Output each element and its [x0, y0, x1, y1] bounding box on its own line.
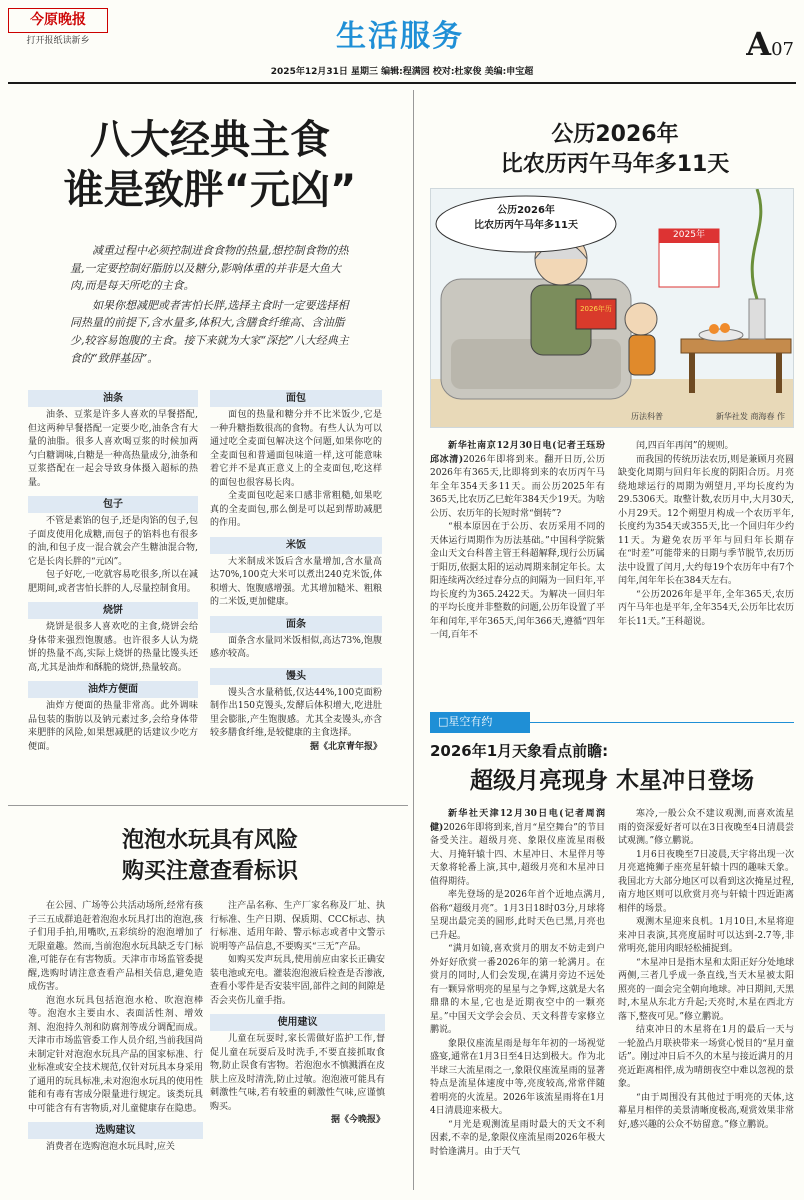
- headline-calendar: 公历2026年 比农历丙午马年多11天: [500, 122, 730, 177]
- subhead-youtiao: 油条: [28, 390, 198, 407]
- star-col-2: 寒冷,一般公众不建议观测,而喜欢流星雨的资深爱好者可以在3日夜晚至4日清晨尝试观测。”修立鹏说。 1月6日夜晚至7日凌晨,天宇将出现一次月亮遮掩狮子座亮星轩辕十四的趣味天象。我国北方大部分地区可以看到这次掩星过程,南方地区则可以欣赏月亮与轩辕十四近距离相伴的场景。 观测木星迎来良机。1月10日,木星将迎来冲日表演,其亮度届时可以达到-2.7等,非常明亮,能用肉眼轻松捕捉到。 “木星冲日是指木星和太阳正好分处地球两侧,三者几乎成一条直线,当天木星被太阳照亮的一面会完全朝向地球。冲日期间,天黑时,木星从东北方升起;天亮时,木星在西北方落下,整夜可见。”修立鹏说。 结束冲日的木星将在1月的最后一天与一轮盈凸月联袂带来一场赏心悦目的“星月童话”。刚过冲日后不久的木星与接近满月的月亮近距离相伴,成为晴朗夜空中难以忽视的景象。 “由于周围没有其他过于明亮的天体,这幕星月相伴的美景清晰度极高,观赏效果非常好,感兴趣的公众不妨留意。”修立鹏说。: [618, 809, 794, 1130]
- subhead-mantou: 馒头: [210, 668, 382, 685]
- subhead-usage-tips: 使用建议: [210, 1014, 385, 1031]
- headline-star: 超级月亮现身 木星冲日登场: [469, 768, 754, 794]
- column-divider: [413, 90, 414, 1190]
- subhead-baozi: 包子: [28, 496, 198, 513]
- intro-staple-foods: 减重过程中必须控制进食食物的热量,想控制食物的热量,一定要控制好脂肪以及糖分,影响体重的并非是大鱼大肉,而是每天所吃的主食。 如果你想减肥或者害怕长胖,选择主食时一定要选择相同热量的前提下,含水量多,体积大,含膳食纤维高、含油脂少,较容易饱腹的主食。接下来就为大家“深挖”八大经典主食的“致胖基因”。: [70, 244, 349, 365]
- speech-bubble-text: 公历2026年 比农历丙午马年多11天: [474, 205, 578, 231]
- section-title: 生活服务: [336, 19, 464, 54]
- section-divider: [8, 805, 408, 806]
- subhead-shaobing: 烧饼: [28, 602, 198, 619]
- masthead-rule: [8, 82, 796, 84]
- column-tag-rule: [530, 722, 794, 723]
- illustration-credit: 新华社发 商海春 作: [715, 412, 785, 421]
- column-tag: □星空有约: [430, 712, 530, 733]
- source-credit: 据《北京青年报》: [309, 741, 382, 752]
- subhead-instant-noodles: 油炸方便面: [28, 681, 198, 698]
- subhead-rice: 米饭: [210, 537, 382, 554]
- illustration-caption: 历法科普: [631, 412, 663, 421]
- page-number: A07: [746, 25, 794, 63]
- cartoon-illustration: [430, 188, 794, 428]
- subhead-bread: 面包: [210, 390, 382, 407]
- calendar-label: 2025年: [673, 230, 705, 240]
- calendar-col-1: 新华社南京12月30日电(记者王珏玢 邱冰清)2026年即将到来。翻开日历,公历2026年有365天,比即将到来的农历丙午马年全年354天多11天。而公历2025年有365天,比农历乙巳蛇年384天少19天。为啥公历、农历年的长短时常“倒转”? “根本原因在于公历、农历采用不同的天体运行周期作为历法基础。”中国科学院紫金山天文台科普主管王科超解释,现行公历属于阳历,依据太阳的运动周期来制定年长。太阳连续两次经过春分点的间隔为一回归年,平均长度约为365.2422天。为解决一回归年的平均长度并非整数的问题,公历年设置了平年和闰年,平年365天,闰年366天,遵循“四年一闰,百年不: [430, 441, 605, 640]
- book-label: 2026年历: [580, 305, 612, 313]
- newspaper-slogan: 打开报纸读新乡: [26, 36, 90, 46]
- source-credit: 据《今晚报》: [330, 1115, 385, 1125]
- star-kicker: 2026年1月天象看点前瞻:: [430, 742, 609, 760]
- calendar-col-2: 闰,四百年再闰”的规则。 而我国的传统历法农历,则是兼顾月亮圆缺变化周期与回归年长度的阴阳合历。月亮绕地球运行的周期为朔望月,平均长度约为29.5306天。取整计数,农历月中,大月30天,小月29天。12个朔望月构成一个农历平年,长度约为354天或355天,比一个回归年少约11天。为避免农历平年与回归年长期存在“时差”可能带来的日期与季节脱节,农历历法中设置了闰月,大约每19个农历年中有7个闰年,闰年年长在384天左右。 “公历2026年是平年,全年365天,农历丙午马年也是平年,全年354天,公历年比农历年长11天。”王科超说。: [618, 441, 794, 627]
- staple-col-1: 油条 油条、豆浆是许多人喜欢的早餐搭配,但这两种早餐搭配一定要少吃,油条含有大量的油脂。很多人喜欢喝豆浆的时候加两勺白糖调味,白糖是一种高热量成分,油条和豆浆搭配在一起会导致身体摄入超标的热量。 包子 不管是素馅的包子,还是肉馅的包子,包子面皮使用化成糖,而包子的馅料也有很多的油,和包子皮一混合就会产生糖油混合物,它是长肉长胖的“元凶”。 包子好吃,一吃就容易吃很多,所以在减肥期间,或者害怕长胖的人,尽量控制食用。 烧饼 烧饼是很多人喜欢吃的主食,烧饼会给身体带来强烈饱腹感。也许很多人认为烧饼的热量不高,实际上烧饼的热量比馒头还高,尤其是油炸和酥脆的烧饼,热量较高。 油炸方便面 油炸方便面的热量非常高。此外调味品包装的脂肪以及钠元素过多,会给身体带来肥胖的风险,如果想减肥的话建议少吃方便面。: [28, 388, 198, 754]
- masthead-logo: [8, 8, 108, 49]
- newspaper-logo: 今原晚报: [8, 8, 108, 33]
- staple-col-2: 面包 面包的热量和糖分并不比米饭少,它是一种升糖指数很高的食物。有些人认为可以通过吃全麦面包解决这个问题,如果你吃的全麦面包和普通面包味道一样,这可能意味着它并不是真正意义上的全麦面包,吃这样的面包也很容易长肉。 全麦面包吃起来口感非常粗糙,如果吃真的全麦面包,那么倒是可以起到帮助减肥的作用。 米饭 大米制成米饭后含水量增加,含水量高达70%,100克大米可以煮出240克米饭,体积增大、饱腹感增强。尤其增加糙米、粗粮的二米饭,更加健康。 面条 面条含水量同米饭相似,高达73%,饱腹感亦较高。 馒头 馒头含水量稍低,仅达44%,100克面粉制作出150克馒头,发酵后体积增大,吃进肚里会膨胀,产生饱腹感。尤其全麦馒头,亦含较多膳食纤维,是较健康的主食选择。 据《北京青年报》: [210, 388, 382, 754]
- subhead-buying-tips: 选购建议: [28, 1122, 203, 1139]
- headline-staple-foods: 八大经典主食 谁是致胖“元凶”: [63, 117, 357, 213]
- headline-bubble-toys: 泡泡水玩具有风险 购买注意查看标识: [121, 828, 298, 884]
- star-col-1: 新华社天津12月30日电(记者周润健)2026年即将到来,首月“星空舞台”的节目备受关注。超级月亮、象限仪座流星雨极大、月掩轩辕十四、木星冲日、木星伴月等天象将轮番上演,其中,超级月亮和木星冲日值得期待。 率先登场的是2026年首个近地点满月,俗称“超级月亮”。1月3日18时03分,月球将呈现出最完美的圆形,此时天色已黑,月亮也已升起。 “满月如镜,喜欢赏月的朋友不妨走到户外好好欣赏一番2026年的第一轮满月。在赏月的同时,人们会发现,在满月旁边不远处有一颗异常明亮的星星与之争辉,这就是大名鼎鼎的木星,它也是近期夜空中的一颗亮星。”中国天文学会会员、天文科普专家修立鹏说。 象限仪座流星雨是每年年初的一场视觉盛宴,通常在1月3日至4日达到极大。作为北半球三大流星雨之一,象限仪座流星雨的显著特点是流星体速度中等,亮度较高,常常伴随着明亮的火流星。2026年该流星雨将在1月4日清晨迎来极大。 “月光是观测流星雨时最大的天文不利因素,不幸的是,象限仪座流星雨2026年极大时恰逢满月。由于天气: [430, 809, 606, 1157]
- subhead-noodles: 面条: [210, 616, 382, 633]
- toy-col-1: 在公园、广场等公共活动场所,经常有孩子三五成群追赶着泡泡水玩具打出的泡泡,孩子们用手拍,用嘴吹,五彩缤纷的泡泡增加了无限童趣。然而,当前泡泡水玩具缺乏专门标准,可能存在有害物质。天津市市场监管委提醒,选购时请注意查看产品相关信息,避免造成伤害。 泡泡水玩具包括泡泡水枪、吹泡泡棒等。泡泡水主要由水、表面活性剂、增效剂、泡泡持久剂和防腐剂等成分调配而成。天津市市场监管委工作人员介绍,当前我国尚未制定针对泡泡水玩具产品的国家标准、行业标准或安全技术规范,仅针对玩具本身采用了通用的玩具标准,未对泡泡水玩具的使用性能和有毒有害成分限量进行规定。该类玩具中可能含有有害物质,对儿童健康存在隐患。 选购建议 消费者在选购泡泡水玩具时,应关: [28, 901, 203, 1152]
- toy-col-2: 注产品名称、生产厂家名称及厂址、执行标准、生产日期、保质期、CCC标志、执行标准、适用年龄、警示标志或者中文警示说明等产品信息,不要购买“三无”产品。 如购买发声玩具,使用前应由家长正确安装电池或充电。灌装泡泡液后检查是否渗液,查看小零件是否安装牢固,部件之间的间隙是否会夹伤儿童手指。 使用建议 儿童在玩耍时,家长需做好监护工作,督促儿童在玩耍后及时洗手,不要直接抓取食物,防止误食有害物。若泡泡水不慎溅洒在皮肤上应及时清洗,防止过敏。泡泡液可能具有刺激性气味,若有较重的刺激性气味,应谨慎购买。 据《今晚报》: [210, 900, 385, 1128]
- dateline: 2025年12月31日 星期三 编辑:程满园 校对:杜家俊 美编:申宝超: [270, 67, 534, 77]
